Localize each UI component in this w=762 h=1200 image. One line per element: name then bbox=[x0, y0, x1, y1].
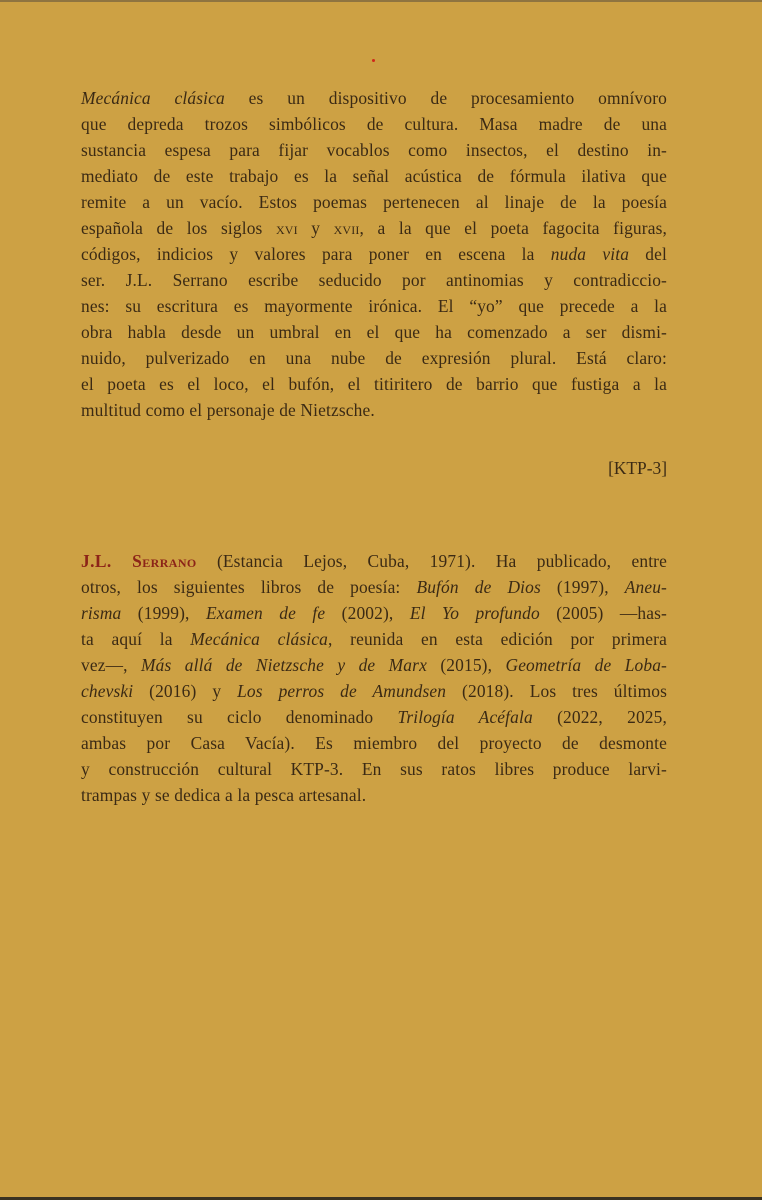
text-run: ta aquí la bbox=[81, 629, 191, 649]
text-line bbox=[81, 548, 667, 574]
text-run: , reunida en esta edición por primera bbox=[327, 629, 667, 649]
text-run: trampas y se dedica a la pesca artesanal. bbox=[81, 785, 367, 805]
author-name: J.L. Serrano bbox=[81, 551, 197, 571]
text-run: que depreda trozos simbólicos de cultura. Masa madre de una bbox=[81, 114, 667, 134]
italic-title: Los perros de Amundsen bbox=[237, 681, 447, 701]
blurb-paragraph bbox=[81, 85, 667, 423]
text-run: y bbox=[297, 218, 334, 238]
text-line bbox=[81, 652, 667, 678]
text-line bbox=[81, 782, 667, 808]
text-run: (1997), bbox=[540, 577, 625, 597]
text-run: española de los siglos bbox=[81, 218, 276, 238]
text-line bbox=[81, 704, 667, 730]
text-run: sustancia espesa para fijar vocablos como insectos, el destino in- bbox=[81, 140, 667, 160]
text-line bbox=[81, 85, 667, 111]
text-run: (2018). Los tres últimos bbox=[446, 681, 668, 701]
text-run: vez—, bbox=[81, 655, 142, 675]
text-line bbox=[81, 345, 667, 371]
text-run: ser. J.L. Serrano escribe seducido por antinomias y contradiccio- bbox=[81, 270, 667, 290]
text-run: mediato de este trabajo es la señal acústica de fórmula ilativa que bbox=[81, 166, 667, 186]
text-line bbox=[81, 111, 667, 137]
text-run: el poeta es el loco, el bufón, el titiritero de barrio que fustiga a la bbox=[81, 374, 667, 394]
text-line bbox=[81, 600, 667, 626]
italic-title: nuda vita bbox=[550, 244, 630, 264]
text-run: es un dispositivo de procesamiento omnívoro bbox=[224, 88, 667, 108]
text-line bbox=[81, 215, 667, 241]
top-edge-divider bbox=[0, 0, 762, 2]
text-line bbox=[81, 163, 667, 189]
text-run: códigos, indicios y valores para poner en escena la bbox=[81, 244, 551, 264]
text-run: , a la que el poeta fagocita figuras, bbox=[359, 218, 668, 238]
author-bio-paragraph bbox=[81, 548, 667, 808]
text-line bbox=[81, 756, 667, 782]
italic-title: Geometría de Loba- bbox=[505, 655, 667, 675]
text-run: del bbox=[629, 244, 667, 264]
blurb-signature: [KTP-3] bbox=[608, 458, 667, 478]
italic-title: Examen de fe bbox=[205, 603, 326, 623]
text-line bbox=[81, 397, 667, 423]
text-line bbox=[81, 267, 667, 293]
text-run: multitud como el personaje de Nietzsche. bbox=[81, 400, 375, 420]
italic-title: Mecánica clásica bbox=[81, 88, 225, 108]
italic-title: Mecánica clásica bbox=[190, 629, 328, 649]
italic-title: Bufón de Dios bbox=[416, 577, 541, 597]
text-line bbox=[81, 293, 667, 319]
text-run: (1999), bbox=[121, 603, 206, 623]
red-marker-dot bbox=[372, 59, 375, 62]
text-run: remite a un vacío. Estos poemas pertenecen al linaje de la poesía bbox=[81, 192, 667, 212]
small-caps-numeral: xvi bbox=[275, 219, 298, 238]
text-line bbox=[81, 319, 667, 345]
text-line bbox=[81, 371, 667, 397]
text-line bbox=[81, 730, 667, 756]
text-run: constituyen su ciclo denominado bbox=[81, 707, 398, 727]
italic-title: risma bbox=[81, 603, 122, 623]
text-line bbox=[81, 189, 667, 215]
text-run: (2005) —has- bbox=[539, 603, 667, 623]
text-line bbox=[81, 574, 667, 600]
italic-title: Más allá de Nietzsche y de Marx bbox=[141, 655, 427, 675]
italic-title: Trilogía Acéfala bbox=[397, 707, 533, 727]
italic-title: El Yo profundo bbox=[409, 603, 540, 623]
text-line bbox=[81, 678, 667, 704]
text-run: (2016) y bbox=[133, 681, 238, 701]
text-run: otros, los siguientes libros de poesía: bbox=[81, 577, 417, 597]
text-run: nuido, pulverizado en una nube de expresión plural. Está claro: bbox=[81, 348, 667, 368]
text-run: (2022, 2025, bbox=[532, 707, 667, 727]
text-run: (2002), bbox=[325, 603, 410, 623]
italic-title: chevski bbox=[81, 681, 134, 701]
text-run: ambas por Casa Vacía). Es miembro del proyecto de desmonte bbox=[81, 733, 667, 753]
text-run: (Estancia Lejos, Cuba, 1971). Ha publicado, entre bbox=[196, 551, 667, 571]
italic-title: Aneu- bbox=[624, 577, 667, 597]
text-run: (2015), bbox=[426, 655, 506, 675]
text-line bbox=[81, 137, 667, 163]
text-run: y construcción cultural KTP-3. En sus ratos libres produce larvi- bbox=[81, 759, 667, 779]
text-run: nes: su escritura es mayormente irónica. El “yo” que precede a la bbox=[81, 296, 667, 316]
small-caps-numeral: xvii bbox=[333, 219, 360, 238]
text-run: obra habla desde un umbral en el que ha comenzado a ser dismi- bbox=[81, 322, 667, 342]
text-line bbox=[81, 626, 667, 652]
text-line bbox=[81, 241, 667, 267]
